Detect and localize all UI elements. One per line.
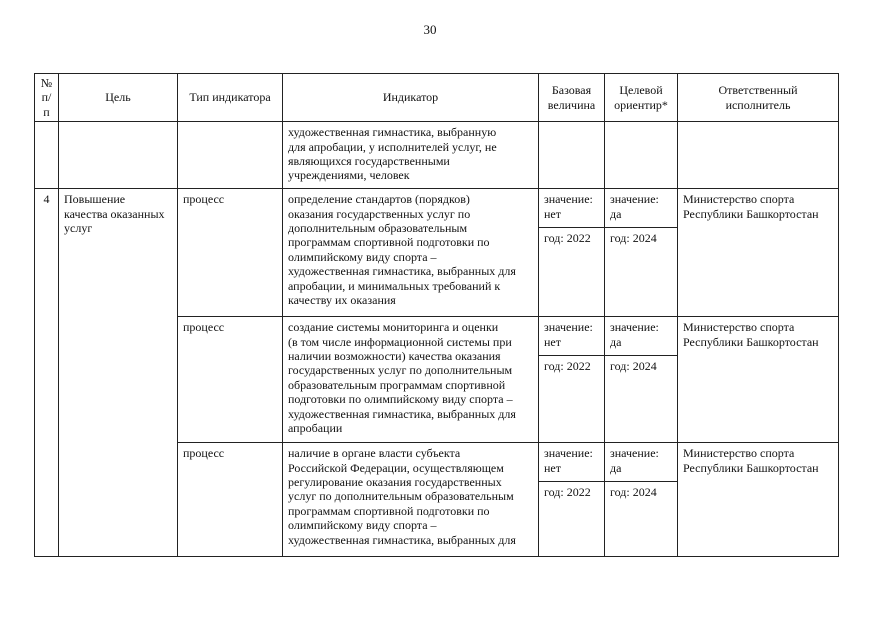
cell-base-value: значение: нет (539, 317, 605, 356)
cell-indicator: создание системы мониторинга и оценки (в том числе информационной системы при наличии возможности) качества оказания государственных услуг по дополнительным образовательным программам спортивной подготовки по олимпийскому виду спорта – художественная гимнастика, выбранных для апробации (283, 317, 539, 443)
header-target: Целевой ориентир* (605, 74, 678, 122)
cell-target-value: значение: да (605, 189, 678, 228)
cell-empty (59, 122, 178, 189)
cell-empty (178, 122, 283, 189)
cell-target-value: значение: да (605, 317, 678, 356)
indicators-table (34, 73, 839, 557)
header-goal: Цель (59, 74, 178, 122)
cell-responsible: Министерство спорта Республики Башкортостан (678, 443, 839, 557)
cell-responsible: Министерство спорта Республики Башкортостан (678, 189, 839, 317)
cell-empty (35, 122, 59, 189)
cell-target-year: год: 2024 (605, 356, 678, 443)
cell-indicator: наличие в органе власти субъекта Российской Федерации, осуществляющем регулирование оказания государственных услуг по дополнительным образовательным программам спортивной подготовки по олимпийскому виду спорта – художественная гимнастика, выбранных для (283, 443, 539, 557)
cell-base-value: значение: нет (539, 443, 605, 482)
cell-goal: Повышение качества оказанных услуг (59, 189, 178, 557)
cell-type: процесс (178, 443, 283, 557)
cell-empty (605, 122, 678, 189)
cell-target-year: год: 2024 (605, 482, 678, 557)
cell-base-value: значение: нет (539, 189, 605, 228)
header-responsible: Ответственный исполнитель (678, 74, 839, 122)
table-row (35, 189, 839, 228)
header-base: Базовая величина (539, 74, 605, 122)
cell-target-value: значение: да (605, 443, 678, 482)
header-row (35, 74, 839, 122)
cell-empty (678, 122, 839, 189)
cell-indicator: художественная гимнастика, выбранную для апробации, у исполнителей услуг, не являющихся государственными учреждениями, человек (283, 122, 539, 189)
cell-indicator: определение стандартов (порядков) оказания государственных услуг по дополнительным образовательным программам спортивной подготовки по олимпийскому виду спорта – художественная гимнастика, выбранных для апробации, и минимальных требований к качеству их оказания (283, 189, 539, 317)
cell-responsible: Министерство спорта Республики Башкортостан (678, 317, 839, 443)
cell-base-year: год: 2022 (539, 356, 605, 443)
cell-empty (539, 122, 605, 189)
cell-num: 4 (35, 189, 59, 557)
header-indicator: Индикатор (283, 74, 539, 122)
header-num: № п/п (35, 74, 59, 122)
page-number: 30 (423, 22, 437, 37)
table-row-continuation (35, 122, 839, 189)
header-type: Тип индикатора (178, 74, 283, 122)
cell-base-year: год: 2022 (539, 482, 605, 557)
cell-base-year: год: 2022 (539, 228, 605, 317)
cell-type: процесс (178, 189, 283, 317)
cell-type: процесс (178, 317, 283, 443)
cell-target-year: год: 2024 (605, 228, 678, 317)
